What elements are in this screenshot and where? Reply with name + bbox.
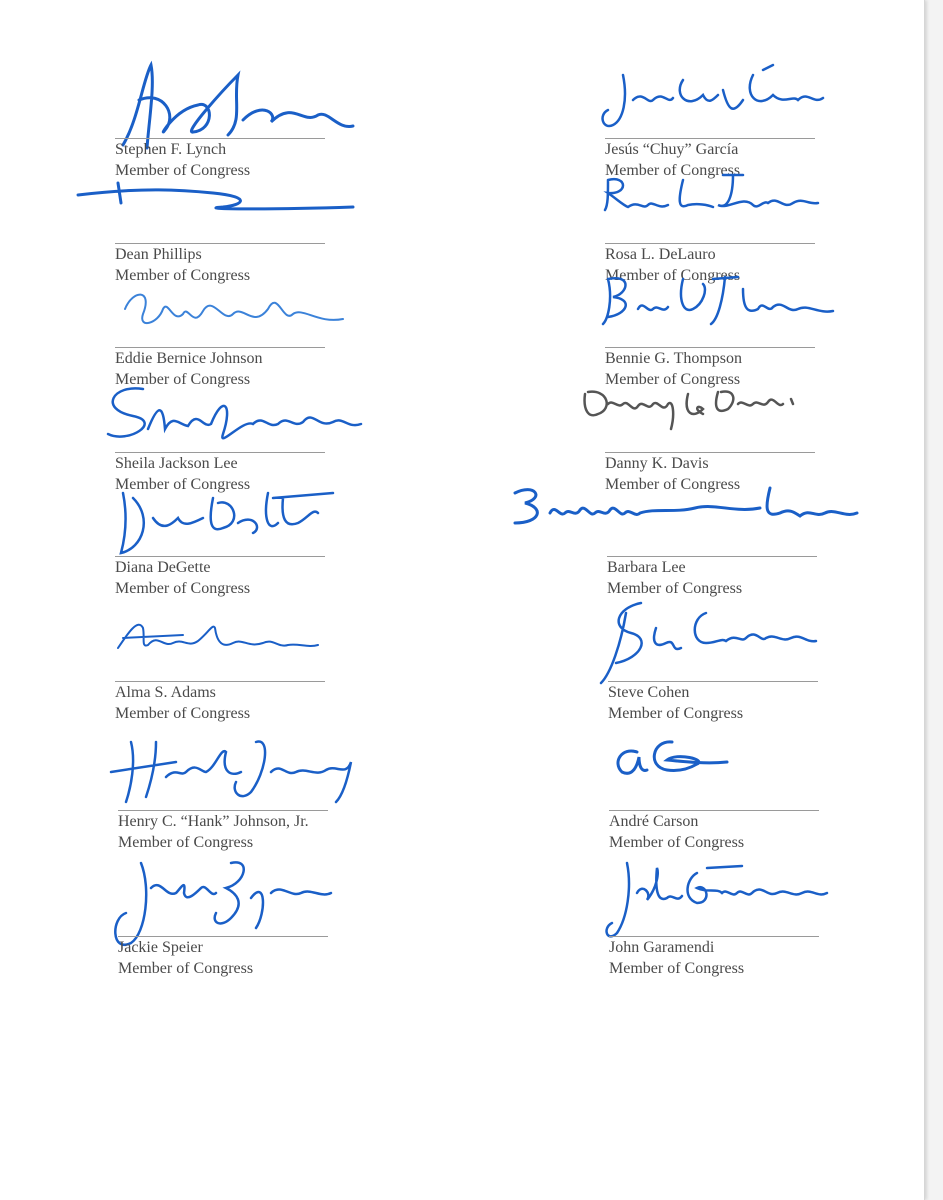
signature-block-davis <box>605 414 825 504</box>
member-title: Member of Congress <box>608 705 744 722</box>
signature-line <box>605 243 815 244</box>
member-title: Member of Congress <box>115 162 251 179</box>
signature-block-eb-johnson <box>115 309 335 399</box>
signature-line <box>607 556 817 557</box>
signature-line <box>605 347 815 348</box>
signature-block-adams <box>115 643 335 733</box>
member-name: Henry C. “Hank” Johnson, Jr. <box>118 813 309 830</box>
member-title: Member of Congress <box>118 960 254 977</box>
member-name: Jackie Speier <box>118 939 203 956</box>
member-name: John Garamendi <box>609 939 715 956</box>
signature-block-carson <box>609 772 829 862</box>
member-name: Diana DeGette <box>115 559 211 576</box>
member-name: André Carson <box>609 813 699 830</box>
signature-line <box>115 452 325 453</box>
member-name: Danny K. Davis <box>605 455 709 472</box>
member-name: Barbara Lee <box>607 559 686 576</box>
signature-line <box>115 138 325 139</box>
member-title: Member of Congress <box>115 580 251 597</box>
member-title: Member of Congress <box>609 960 745 977</box>
member-title: Member of Congress <box>607 580 743 597</box>
signature-block-jackson-lee <box>115 414 335 504</box>
signature-block-thompson <box>605 309 825 399</box>
member-name: Bennie G. Thompson <box>605 350 743 367</box>
signature-line <box>605 452 815 453</box>
signature-block-hank-johnson <box>118 772 338 862</box>
signature-line <box>115 556 325 557</box>
member-title: Member of Congress <box>605 371 741 388</box>
member-title: Member of Congress <box>118 834 254 851</box>
signature-block-lynch <box>115 100 335 190</box>
member-title: Member of Congress <box>115 476 251 493</box>
signature-block-speier <box>118 898 338 988</box>
member-name: Dean Phillips <box>115 246 202 263</box>
signature-block-garcia <box>605 100 825 190</box>
signature-line <box>115 681 325 682</box>
member-name: Eddie Bernice Johnson <box>115 350 263 367</box>
member-name: Rosa L. DeLauro <box>605 246 716 263</box>
signature-block-garamendi <box>609 898 829 988</box>
signature-line <box>118 936 328 937</box>
signature-line <box>115 347 325 348</box>
signature-block-cohen <box>608 643 828 733</box>
member-name: Stephen F. Lynch <box>115 141 227 158</box>
signature-block-delauro <box>605 205 825 295</box>
signature-line <box>609 810 819 811</box>
signature-block-barbara-lee <box>607 518 827 608</box>
member-name: Alma S. Adams <box>115 684 216 701</box>
signature-line <box>609 936 819 937</box>
member-title: Member of Congress <box>609 834 745 851</box>
signature-block-phillips <box>115 205 335 295</box>
member-title: Member of Congress <box>605 267 741 284</box>
signature-line <box>608 681 818 682</box>
signature-block-degette <box>115 518 335 608</box>
member-title: Member of Congress <box>115 267 251 284</box>
signature-line <box>118 810 328 811</box>
member-name: Steve Cohen <box>608 684 690 701</box>
member-title: Member of Congress <box>605 476 741 493</box>
member-name: Sheila Jackson Lee <box>115 455 238 472</box>
member-title: Member of Congress <box>605 162 741 179</box>
signature-line <box>605 138 815 139</box>
signature-line <box>115 243 325 244</box>
member-title: Member of Congress <box>115 371 251 388</box>
member-name: Jesús “Chuy” García <box>605 141 739 158</box>
member-title: Member of Congress <box>115 705 251 722</box>
